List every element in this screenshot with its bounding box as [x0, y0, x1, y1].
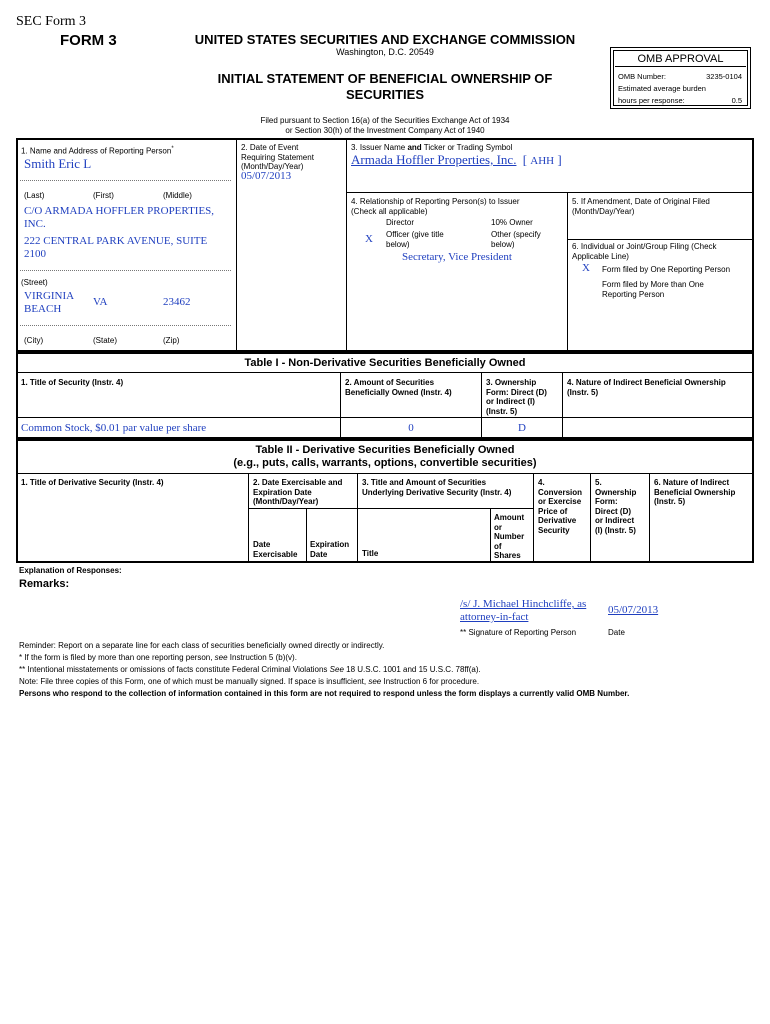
table1-col-title: 1. Title of Security (Instr. 4)	[21, 378, 124, 387]
table2-col-nature-line1: 6. Nature of Indirect	[654, 478, 730, 487]
box6-label-line2: Applicable Line)	[572, 251, 629, 261]
table2-sub-amt-line1: Amount	[494, 513, 525, 522]
box1-label	[21, 145, 174, 156]
footnote2-see: See	[329, 665, 344, 674]
filed-pursuant-line1: Filed pursuant to Section 16(a) of the Securities Exchange Act of 1934	[260, 116, 510, 125]
table1-col-nature-line2: (Instr. 5)	[567, 387, 599, 397]
table2-title-line2: (e.g., puts, calls, warrants, options, convertible securities)	[233, 457, 537, 469]
table2-col-ownership-line1: 5.	[595, 478, 602, 487]
signature	[460, 598, 586, 624]
table1-col-ownership-line3: or Indirect (I)	[486, 397, 535, 406]
omb-burden-line2: hours per response:	[618, 96, 685, 105]
event-date: 05/07/2013	[241, 170, 292, 182]
table1-col-ownership-line4: (Instr. 5)	[486, 406, 518, 416]
form-title	[170, 71, 600, 103]
footnote3-pre: Note: File three copies of this Form, one of which must be manually signed. If space is insufficient,	[19, 677, 369, 686]
box6-label	[572, 242, 717, 261]
address-line2	[24, 235, 207, 261]
table1-col-amount	[345, 378, 452, 397]
table1-col-amount-line1: 2. Amount of Securities	[345, 378, 435, 387]
table2-sub-amt-line3: Number	[494, 532, 525, 541]
table2-sub-title: Title	[362, 549, 379, 558]
table2-sub-amount	[494, 513, 524, 561]
form-label: FORM 3	[60, 32, 117, 49]
street-label: (Street)	[21, 278, 48, 287]
table2-col-conversion-line2: Conversion	[538, 487, 583, 497]
city-label: (City)	[24, 336, 44, 345]
city-value	[24, 290, 74, 316]
table2-sub-date-exercisable	[253, 540, 297, 559]
box3-label-and: and	[407, 143, 422, 152]
footnote1-post: Instruction 5 (b)(v).	[227, 653, 297, 662]
omb-burden-line1: Estimated average burden	[618, 84, 706, 93]
table2-col-underlying-line2: Underlying Derivative Security (Instr. 4)	[362, 487, 512, 497]
issuer-line	[351, 152, 562, 168]
city-value-a: VIRGINIA	[24, 290, 75, 302]
table1-row-amount: 0	[408, 422, 414, 434]
table2-title-line1: Table II - Derivative Securities Beneficially Owned	[255, 444, 515, 456]
agency-location: Washington, D.C. 20549	[336, 47, 434, 57]
remarks-label: Remarks:	[19, 578, 70, 590]
address-line2a: 222 CENTRAL PARK AVENUE, SUITE	[24, 235, 208, 247]
city-value-b: BEACH	[24, 303, 62, 315]
officer-option[interactable]	[386, 230, 444, 249]
address-line1	[24, 205, 214, 231]
other-option-line1: Other (specify	[491, 230, 541, 239]
table1-col-ownership-form	[486, 378, 547, 416]
box2-label-line2: Requiring Statement	[241, 152, 314, 162]
zip-value: 23462	[163, 296, 191, 308]
officer-check-mark[interactable]: X	[365, 233, 373, 245]
box2-label-line1: 2. Date of Event	[241, 143, 299, 152]
box4-label	[351, 197, 520, 216]
table2-col-conversion-line6: Security	[538, 525, 570, 535]
ticker-open: [	[522, 152, 528, 167]
omb-hours: 0.5	[731, 96, 742, 105]
last-label: (Last)	[24, 191, 45, 200]
table1-col-nature-line1: 4. Nature of Indirect Beneficial Ownership	[567, 378, 726, 387]
table1-title: Table I - Non-Derivative Securities Beneficially Owned	[244, 357, 526, 369]
table2-sub-exp-line1: Expiration	[310, 540, 350, 549]
table2-col-ownership-line6: (I) (Instr. 5)	[595, 525, 636, 535]
table2-sub-amt-line5: Shares	[494, 551, 521, 560]
state-value: VA	[93, 296, 108, 308]
omb-number-label: OMB Number:	[618, 72, 666, 81]
box3-label-pre: 3. Issuer Name	[351, 143, 408, 152]
filing-option-multiple-line1: Form filed by More than One	[602, 280, 704, 289]
box3-label-post: Ticker or Trading Symbol	[421, 143, 513, 152]
table2-col-ownership-line3: Form:	[595, 497, 618, 506]
ticker-close: ]	[557, 152, 562, 167]
table2-col-underlying-line1: 3. Title and Amount of Securities	[362, 478, 487, 487]
signature-line2[interactable]: attorney-in-fact	[460, 611, 529, 623]
box1-label-text: 1. Name and Address of Reporting Person	[21, 146, 172, 156]
table2-col-conversion-line3: or Exercise	[538, 497, 582, 506]
reporting-person-name: Smith Eric L	[24, 156, 92, 171]
omb-title: OMB APPROVAL	[615, 53, 746, 67]
form-title-line2: SECURITIES	[345, 87, 424, 102]
ticker-symbol: AHH	[530, 155, 555, 167]
table2-col-dates-line2: Expiration Date	[253, 487, 312, 497]
table2-col-ownership	[595, 478, 636, 535]
omb-number: 3235-0104	[706, 72, 742, 81]
ten-percent-owner-option[interactable]: 10% Owner	[491, 218, 533, 227]
filing-option-one-person[interactable]: Form filed by One Reporting Person	[602, 265, 731, 274]
box1-star: *	[171, 146, 174, 152]
table2-sub-exp-line2: Date	[310, 549, 328, 559]
form-title-line1: INITIAL STATEMENT OF BENEFICIAL OWNERSHIP OF	[217, 71, 553, 86]
address-line2b: 2100	[24, 248, 46, 260]
table1-col-ownership-line2: Form: Direct (D)	[486, 387, 547, 397]
explanation-label: Explanation of Responses:	[19, 566, 122, 575]
table2-sub-expiration-date	[310, 540, 349, 559]
table1-col-amount-line2: Beneficially Owned (Instr. 4)	[345, 387, 452, 397]
filing-option-multiple-persons[interactable]	[602, 280, 704, 299]
table2-sub-amt-line4: of	[494, 541, 502, 551]
table2-col-ownership-line2: Ownership	[595, 487, 637, 497]
table1-row-title: Common Stock, $0.01 par value per share	[21, 422, 207, 434]
table2-title	[16, 444, 754, 470]
table2-col-conversion-line1: 4.	[538, 478, 545, 487]
middle-label: (Middle)	[163, 191, 192, 200]
table2-col-conversion	[538, 478, 582, 535]
signature-line1[interactable]: /s/ J. Michael Hinchcliffe, as	[460, 598, 587, 610]
officer-option-line1: Officer (give title	[386, 230, 444, 239]
table2-col-underlying	[362, 478, 511, 497]
box4-label-line2: (Check all applicable)	[351, 206, 428, 216]
filed-pursuant-line2: or Section 30(h) of the Investment Company Act of 1940	[285, 125, 485, 135]
table2-col-ownership-line4: Direct (D)	[595, 506, 632, 516]
footnote-file-copies	[19, 677, 479, 687]
table2-col-title: 1. Title of Derivative Security (Instr. 4)	[21, 478, 164, 487]
doc-label: SEC Form 3	[16, 14, 87, 29]
box2-label-line3: (Month/Day/Year)	[241, 162, 304, 171]
table1-col-ownership-line1: 3. Ownership	[486, 378, 537, 387]
table1-row-form: D	[518, 422, 526, 434]
officer-option-line2: below)	[386, 239, 410, 249]
officer-title: Secretary, Vice President	[402, 251, 512, 263]
omb-approval-box	[610, 47, 751, 109]
footnote3-post: Instruction 6 for procedure.	[381, 677, 480, 686]
reminder-note: Reminder: Report on a separate line for each class of securities beneficially owned directly or indirectly.	[19, 641, 385, 650]
footnote2-post: 18 U.S.C. 1001 and 15 U.S.C. 78ff(a).	[343, 665, 481, 674]
address-line1a: C/O ARMADA HOFFLER PROPERTIES,	[24, 205, 215, 217]
table2-sub-amt-line2: or	[494, 522, 502, 532]
footnote2-pre: ** Intentional misstatements or omissions of facts constitute Federal Criminal Violations	[19, 665, 330, 674]
omb-notice: Persons who respond to the collection of information contained in this form are not required to respond unless the form displays a currently valid OMB Number.	[19, 689, 630, 698]
box6-label-line1: 6. Individual or Joint/Group Filing (Check	[572, 242, 717, 251]
box5-label-line2: (Month/Day/Year)	[572, 206, 635, 216]
box4-label-line1: 4. Relationship of Reporting Person(s) to Issuer	[351, 197, 520, 206]
issuer-name-link[interactable]: Armada Hoffler Properties, Inc.	[351, 152, 517, 167]
footnote-criminal-violations	[19, 665, 481, 675]
table2-col-nature	[654, 478, 735, 507]
signature-date: 05/07/2013	[608, 604, 659, 616]
table2-col-conversion-line5: Derivative	[538, 516, 577, 525]
first-label: (First)	[93, 191, 114, 200]
zip-label: (Zip)	[163, 336, 180, 345]
table1-col-nature	[567, 378, 726, 397]
signature-label: ** Signature of Reporting Person	[460, 628, 577, 637]
table2-col-dates-line3: (Month/Day/Year)	[253, 497, 319, 506]
table2-col-nature-line3: (Instr. 5)	[654, 497, 686, 506]
footnote-multiple-persons	[19, 653, 297, 663]
table2-col-dates	[253, 478, 342, 507]
box5-label-line1: 5. If Amendment, Date of Original Filed	[572, 197, 710, 206]
director-option[interactable]: Director	[386, 218, 415, 227]
footnote1-see: see	[214, 653, 228, 662]
table2-col-dates-line1: 2. Date Exercisable and	[253, 478, 343, 487]
table2-col-conversion-line4: Price of	[538, 506, 568, 516]
table2-sub-date-ex-line2: Exercisable	[253, 549, 298, 559]
table2-sub-date-ex-line1: Date	[253, 540, 271, 549]
one-person-check-mark[interactable]: X	[582, 262, 590, 274]
box2-label	[241, 143, 314, 172]
address-line1b: INC.	[24, 218, 46, 230]
box5-label	[572, 197, 710, 216]
state-label: (State)	[93, 336, 118, 345]
other-option-line2: below)	[491, 239, 515, 249]
table2-col-ownership-line5: or Indirect	[595, 516, 635, 525]
footnote1-pre: * If the form is filed by more than one reporting person,	[19, 653, 215, 662]
filed-pursuant	[170, 116, 600, 135]
other-option[interactable]	[491, 230, 541, 249]
table2-col-nature-line2: Beneficial Ownership	[654, 487, 736, 497]
date-label: Date	[608, 628, 625, 637]
footnote3-see: see	[368, 677, 382, 686]
filing-option-multiple-line2: Reporting Person	[602, 289, 665, 299]
agency-name: UNITED STATES SECURITIES AND EXCHANGE COMMISSION	[194, 32, 576, 47]
